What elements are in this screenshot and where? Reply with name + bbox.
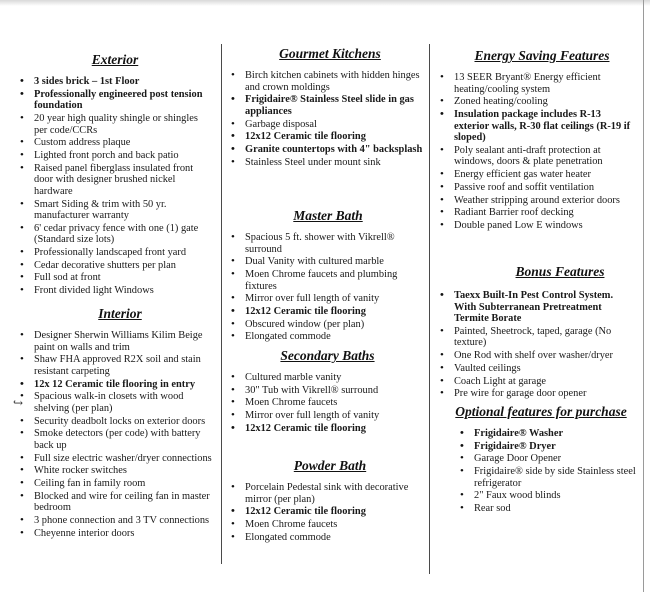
- feature-list-item: • Security deadbolt locks on exterior doors: [20, 416, 212, 428]
- feature-list-item: • Vaulted ceilings: [440, 363, 633, 375]
- list-bonus-features: [440, 290, 633, 401]
- feature-list-item: • Granite countertops with 4" backsplash: [231, 144, 423, 156]
- feature-list-item: • Smoke detectors (per code) with battery back up: [20, 428, 212, 451]
- feature-list-item: • Radiant Barrier roof decking: [440, 207, 633, 219]
- feature-list-item: • 12x12 Ceramic tile flooring: [231, 131, 423, 143]
- feature-list-item: • Smart Siding & trim with 50 yr. manufacturer warranty: [20, 199, 210, 222]
- heading-interior: Interior: [98, 306, 142, 321]
- feature-list-item: • Raised panel fiberglass insulated front door with designer brushed nickel hardware: [20, 163, 210, 198]
- feature-list-item: • Ceiling fan in family room: [20, 478, 212, 490]
- feature-list-item: • Shaw FHA approved R2X soil and stain resistant carpeting: [20, 354, 212, 377]
- feature-list-item: • Taexx Built-In Pest Control System. With Subterranean Pretreatment Termite Borate: [440, 290, 633, 325]
- feature-list-item: • Stainless Steel under mount sink: [231, 157, 423, 169]
- feature-list-item: • Full sod at front: [20, 272, 210, 284]
- feature-list-item: • 6' cedar privacy fence with one (1) gate (Standard size lots): [20, 223, 210, 246]
- feature-list-item: • Energy efficient gas water heater: [440, 169, 633, 181]
- feature-list-item: • Garage Door Opener: [460, 453, 640, 465]
- feature-list-item: • One Rod with shelf over washer/dryer: [440, 350, 633, 362]
- feature-list-item: • 12x12 Ceramic tile flooring: [231, 423, 423, 435]
- feature-list-item: • Spacious 5 ft. shower with Vikrell® surround: [231, 232, 423, 255]
- feature-list-item: • Pre wire for garage door opener: [440, 388, 633, 400]
- list-master-bath: [231, 232, 423, 344]
- page-edge-line: [643, 0, 644, 592]
- feature-list-item: • Moen Chrome faucets: [231, 397, 423, 409]
- column-divider-left: [221, 44, 222, 564]
- heading-gourmet-kitchens: Gourmet Kitchens: [279, 46, 381, 61]
- feature-list-item: • Professionally engineered post tension foundation: [20, 89, 210, 112]
- heading-exterior: Exterior: [91, 52, 139, 67]
- heading-secondary-baths: Secondary Baths: [280, 348, 375, 363]
- feature-list-item: • Frigidaire® side by side Stainless steel refrigerator: [460, 466, 640, 489]
- feature-list-item: • Moen Chrome faucets and plumbing fixtures: [231, 269, 423, 292]
- feature-list-item: • Cedar decorative shutters per plan: [20, 260, 210, 272]
- feature-list-item: • Rear sod: [460, 503, 640, 515]
- list-powder-bath: [231, 482, 423, 544]
- feature-list-item: • Lighted front porch and back patio: [20, 150, 210, 162]
- feature-list-item: • Dual Vanity with cultured marble: [231, 256, 423, 268]
- feature-list-item: • Elongated commode: [231, 331, 423, 343]
- scan-shadow: [0, 0, 650, 6]
- feature-list-item: • Frigidaire® Stainless Steel slide in gas appliances: [231, 94, 423, 117]
- feature-list-item: • 13 SEER Bryant® Energy efficient heating/cooling system: [440, 72, 633, 95]
- feature-list-item: • Front divided light Windows: [20, 285, 210, 297]
- feature-list-item: • Cultured marble vanity: [231, 372, 423, 384]
- feature-list-item: • Birch kitchen cabinets with hidden hinges and crown moldings: [231, 70, 423, 93]
- list-optional-features: [460, 428, 640, 516]
- feature-list-item: • 30" Tub with Vikrell® surround: [231, 385, 423, 397]
- feature-list-item: • Frigidaire® Dryer: [460, 441, 640, 453]
- feature-list-item: • 2" Faux wood blinds: [460, 490, 640, 502]
- stray-mark: ↪: [13, 396, 24, 410]
- feature-list-item: • Elongated commode: [231, 532, 423, 544]
- feature-list-item: • 3 sides brick – 1st Floor: [20, 76, 210, 88]
- feature-list-item: • Custom address plaque: [20, 137, 210, 149]
- feature-list-item: • Coach Light at garage: [440, 376, 633, 388]
- list-exterior: [20, 76, 210, 298]
- feature-list-item: • Spacious walk-in closets with wood shelving (per plan): [20, 391, 212, 414]
- feature-list-item: • 3 phone connection and 3 TV connections: [20, 515, 212, 527]
- heading-master-bath: Master Bath: [293, 208, 363, 223]
- heading-energy-saving: Energy Saving Features: [474, 48, 610, 63]
- list-secondary-baths: [231, 372, 423, 435]
- column-divider-right: [429, 44, 430, 574]
- feature-list-item: • Weather stripping around exterior doors: [440, 195, 633, 207]
- feature-list-item: • Insulation package includes R-13 exterior walls, R-30 flat ceilings (R-19 if sloped): [440, 109, 633, 144]
- feature-list-item: • Zoned heating/cooling: [440, 96, 633, 108]
- feature-list-item: • Obscured window (per plan): [231, 319, 423, 331]
- feature-list-item: • Porcelain Pedestal sink with decorative mirror (per plan): [231, 482, 423, 505]
- feature-list-item: • Moen Chrome faucets: [231, 519, 423, 531]
- heading-powder-bath: Powder Bath: [293, 458, 367, 473]
- feature-list-item: • Frigidaire® Washer: [460, 428, 640, 440]
- feature-list-item: • Cheyenne interior doors: [20, 528, 212, 540]
- feature-list-item: • Painted, Sheetrock, taped, garage (No texture): [440, 326, 633, 349]
- feature-list-item: • White rocker switches: [20, 465, 212, 477]
- feature-list-item: • Mirror over full length of vanity: [231, 293, 423, 305]
- feature-list-item: • Garbage disposal: [231, 119, 423, 131]
- list-gourmet-kitchens: [231, 70, 423, 169]
- heading-bonus-features: Bonus Features: [515, 264, 605, 279]
- feature-list-item: • 12x 12 Ceramic tile flooring in entry: [20, 379, 212, 391]
- feature-list-item: • 12x12 Ceramic tile flooring: [231, 506, 423, 518]
- feature-list-item: • Designer Sherwin Williams Kilim Beige paint on walls and trim: [20, 330, 212, 353]
- feature-list-item: • 20 year high quality shingle or shingles per code/CCRs: [20, 113, 210, 136]
- feature-list-item: • Mirror over full length of vanity: [231, 410, 423, 422]
- heading-optional-features: Optional features for purchase: [455, 404, 627, 419]
- feature-list-item: • Passive roof and soffit ventilation: [440, 182, 633, 194]
- feature-list-item: • Double paned Low E windows: [440, 220, 633, 232]
- feature-list-item: • 12x12 Ceramic tile flooring: [231, 306, 423, 318]
- list-interior: [20, 330, 212, 540]
- list-energy-saving: [440, 72, 633, 233]
- feature-list-item: • Professionally landscaped front yard: [20, 247, 210, 259]
- feature-list-item: • Full size electric washer/dryer connections: [20, 453, 212, 465]
- feature-list-item: • Poly sealant anti-draft protection at windows, doors & plate penetration: [440, 145, 633, 168]
- feature-list-item: • Blocked and wire for ceiling fan in master bedroom: [20, 491, 212, 514]
